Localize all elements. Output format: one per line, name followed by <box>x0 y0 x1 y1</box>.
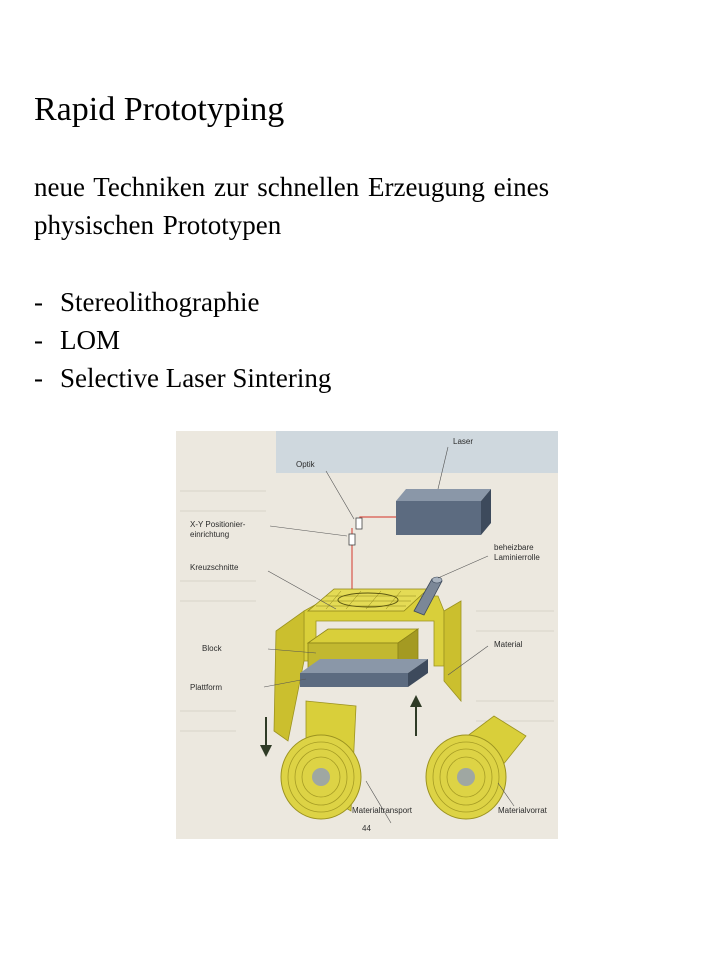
label-laser: Laser <box>453 437 474 446</box>
label-materialtransport: Materialtransport <box>352 806 413 815</box>
label-materialvorrat: Materialvorrat <box>498 806 547 815</box>
list-item <box>34 359 331 397</box>
supply-roll <box>426 716 526 819</box>
header-band <box>276 431 558 473</box>
list-item <box>34 321 331 359</box>
label-heated-roller-2: Laminierrolle <box>494 553 540 562</box>
label-xy-positioner-2: einrichtung <box>190 530 230 539</box>
label-kreuzschnitte: Kreuzschnitte <box>190 563 239 572</box>
platform <box>300 659 428 687</box>
intro-text: neue Techniken zur schnellen Erzeugung eines physischen Prototypen <box>34 172 550 240</box>
list-item-label: Stereolithographie <box>60 287 260 317</box>
label-material: Material <box>494 640 523 649</box>
bullet-marker: - <box>34 325 43 355</box>
list-item-label: LOM <box>60 325 120 355</box>
list-item-label: Selective Laser Sintering <box>60 363 332 393</box>
lom-process-diagram <box>176 431 558 839</box>
slide-title: Rapid Prototyping <box>34 91 285 128</box>
bullet-marker: - <box>34 287 43 317</box>
label-heated-roller-1: beheizbare <box>494 543 534 552</box>
label-plattform: Plattform <box>190 683 223 692</box>
page-number: 44 <box>362 824 371 833</box>
label-optik: Optik <box>296 460 315 469</box>
transport-roll <box>281 701 361 819</box>
xy-positioner <box>349 534 355 545</box>
down-arrow-icon <box>260 717 272 757</box>
list-item <box>34 283 331 321</box>
optics-mirror <box>356 518 362 529</box>
lom-diagram-svg <box>176 431 558 839</box>
technique-list <box>34 283 331 397</box>
bullet-marker: - <box>34 363 43 393</box>
up-arrow-icon <box>410 695 422 736</box>
label-xy-positioner-1: X-Y Positionier- <box>190 520 246 529</box>
laser-unit <box>396 489 491 535</box>
label-block: Block <box>202 644 222 653</box>
